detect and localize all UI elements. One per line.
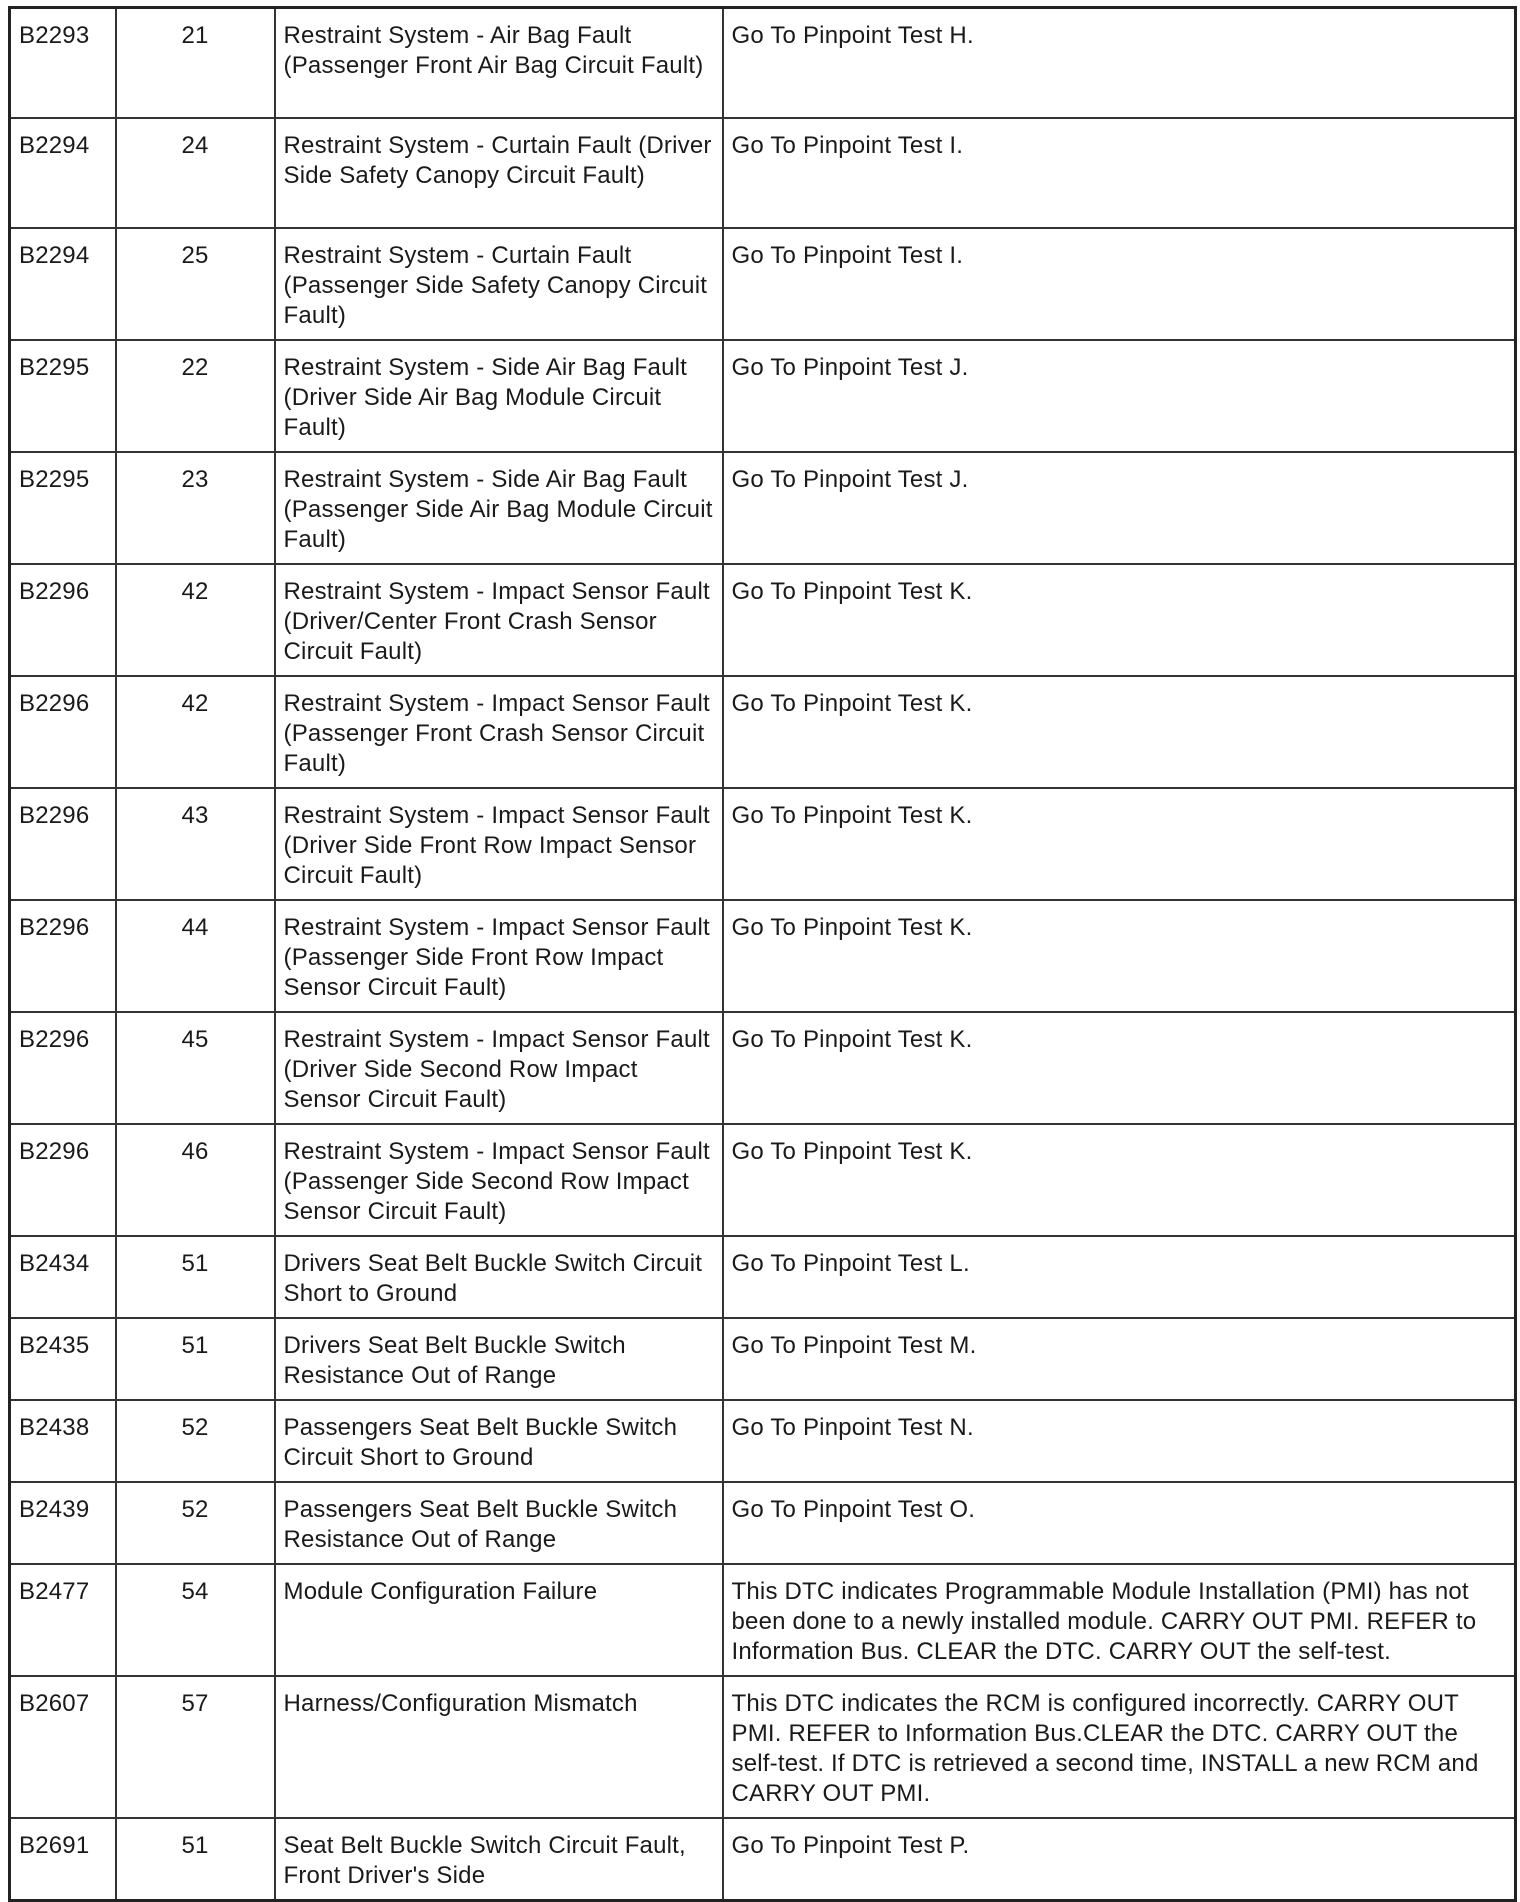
table-row [10,1318,1516,1400]
dtc-table [8,6,1517,1902]
action-cell: Go To Pinpoint Test K. [723,900,1516,1012]
table-row [10,1676,1516,1818]
dtc-cell: B2296 [10,788,116,900]
flash-code-cell: 51 [116,1318,275,1400]
table-row [10,1482,1516,1564]
dtc-cell: B2296 [10,900,116,1012]
dtc-cell: B2438 [10,1400,116,1482]
flash-code-cell: 52 [116,1400,275,1482]
table-row [10,8,1516,119]
table-row [10,1236,1516,1318]
dtc-cell: B2295 [10,452,116,564]
table-row [10,118,1516,228]
flash-code-cell: 42 [116,676,275,788]
flash-code-cell: 24 [116,118,275,228]
flash-code-cell: 42 [116,564,275,676]
description-cell: Drivers Seat Belt Buckle Switch Resistance Out of Range [275,1318,723,1400]
dtc-cell: B2296 [10,564,116,676]
action-cell: Go To Pinpoint Test K. [723,676,1516,788]
flash-code-cell: 51 [116,1236,275,1318]
table-row [10,452,1516,564]
description-cell: Passengers Seat Belt Buckle Switch Circuit Short to Ground [275,1400,723,1482]
action-cell: Go To Pinpoint Test H. [723,8,1516,119]
dtc-cell: B2439 [10,1482,116,1564]
flash-code-cell: 44 [116,900,275,1012]
action-cell: Go To Pinpoint Test I. [723,228,1516,340]
action-cell: Go To Pinpoint Test J. [723,452,1516,564]
flash-code-cell: 45 [116,1012,275,1124]
description-cell: Seat Belt Buckle Switch Circuit Fault, Front Driver's Side [275,1818,723,1901]
dtc-cell: B2607 [10,1676,116,1818]
table-row [10,564,1516,676]
flash-code-cell: 52 [116,1482,275,1564]
flash-code-cell: 23 [116,452,275,564]
action-cell: Go To Pinpoint Test J. [723,340,1516,452]
table-row [10,1818,1516,1901]
table-row [10,1012,1516,1124]
dtc-cell: B2296 [10,676,116,788]
description-cell: Restraint System - Air Bag Fault (Passenger Front Air Bag Circuit Fault) [275,8,723,119]
flash-code-cell: 57 [116,1676,275,1818]
action-cell: Go To Pinpoint Test M. [723,1318,1516,1400]
description-cell: Restraint System - Curtain Fault (Driver Side Safety Canopy Circuit Fault) [275,118,723,228]
dtc-cell: B2296 [10,1124,116,1236]
description-cell: Passengers Seat Belt Buckle Switch Resistance Out of Range [275,1482,723,1564]
document-page [8,6,1514,1889]
dtc-cell: B2691 [10,1818,116,1901]
dtc-cell: B2294 [10,228,116,340]
description-cell: Restraint System - Impact Sensor Fault (Driver Side Front Row Impact Sensor Circuit Fault) [275,788,723,900]
action-cell: Go To Pinpoint Test K. [723,788,1516,900]
dtc-cell: B2477 [10,1564,116,1676]
description-cell: Restraint System - Side Air Bag Fault (Passenger Side Air Bag Module Circuit Fault) [275,452,723,564]
flash-code-cell: 46 [116,1124,275,1236]
description-cell: Restraint System - Curtain Fault (Passenger Side Safety Canopy Circuit Fault) [275,228,723,340]
flash-code-cell: 43 [116,788,275,900]
action-cell: Go To Pinpoint Test P. [723,1818,1516,1901]
table-row [10,228,1516,340]
dtc-cell: B2434 [10,1236,116,1318]
action-cell: Go To Pinpoint Test L. [723,1236,1516,1318]
table-row [10,676,1516,788]
description-cell: Harness/Configuration Mismatch [275,1676,723,1818]
dtc-cell: B2296 [10,1012,116,1124]
action-cell: Go To Pinpoint Test K. [723,564,1516,676]
description-cell: Restraint System - Impact Sensor Fault (Driver Side Second Row Impact Sensor Circuit Fault) [275,1012,723,1124]
table-row [10,1564,1516,1676]
action-cell: Go To Pinpoint Test I. [723,118,1516,228]
dtc-cell: B2293 [10,8,116,119]
flash-code-cell: 22 [116,340,275,452]
dtc-cell: B2295 [10,340,116,452]
table-row [10,1400,1516,1482]
action-cell: Go To Pinpoint Test O. [723,1482,1516,1564]
table-row [10,1124,1516,1236]
flash-code-cell: 54 [116,1564,275,1676]
action-cell: This DTC indicates Programmable Module Installation (PMI) has not been done to a newly installed module. CARRY OUT PMI. REFER to Information Bus. CLEAR the DTC. CARRY OUT the self-test. [723,1564,1516,1676]
description-cell: Restraint System - Impact Sensor Fault (Driver/Center Front Crash Sensor Circuit Fault) [275,564,723,676]
table-row [10,900,1516,1012]
description-cell: Restraint System - Impact Sensor Fault (Passenger Front Crash Sensor Circuit Fault) [275,676,723,788]
flash-code-cell: 25 [116,228,275,340]
description-cell: Restraint System - Side Air Bag Fault (Driver Side Air Bag Module Circuit Fault) [275,340,723,452]
dtc-cell: B2294 [10,118,116,228]
description-cell: Drivers Seat Belt Buckle Switch Circuit Short to Ground [275,1236,723,1318]
table-row [10,340,1516,452]
dtc-cell: B2435 [10,1318,116,1400]
description-cell: Restraint System - Impact Sensor Fault (Passenger Side Front Row Impact Sensor Circuit Fault) [275,900,723,1012]
flash-code-cell: 51 [116,1818,275,1901]
description-cell: Module Configuration Failure [275,1564,723,1676]
action-cell: Go To Pinpoint Test K. [723,1124,1516,1236]
action-cell: Go To Pinpoint Test K. [723,1012,1516,1124]
action-cell: This DTC indicates the RCM is configured incorrectly. CARRY OUT PMI. REFER to Information Bus.CLEAR the DTC. CARRY OUT the self-test. If DTC is retrieved a second time, INSTALL a new RCM and CARRY OUT PMI. [723,1676,1516,1818]
description-cell: Restraint System - Impact Sensor Fault (Passenger Side Second Row Impact Sensor Circuit Fault) [275,1124,723,1236]
action-cell: Go To Pinpoint Test N. [723,1400,1516,1482]
table-row [10,788,1516,900]
flash-code-cell: 21 [116,8,275,119]
